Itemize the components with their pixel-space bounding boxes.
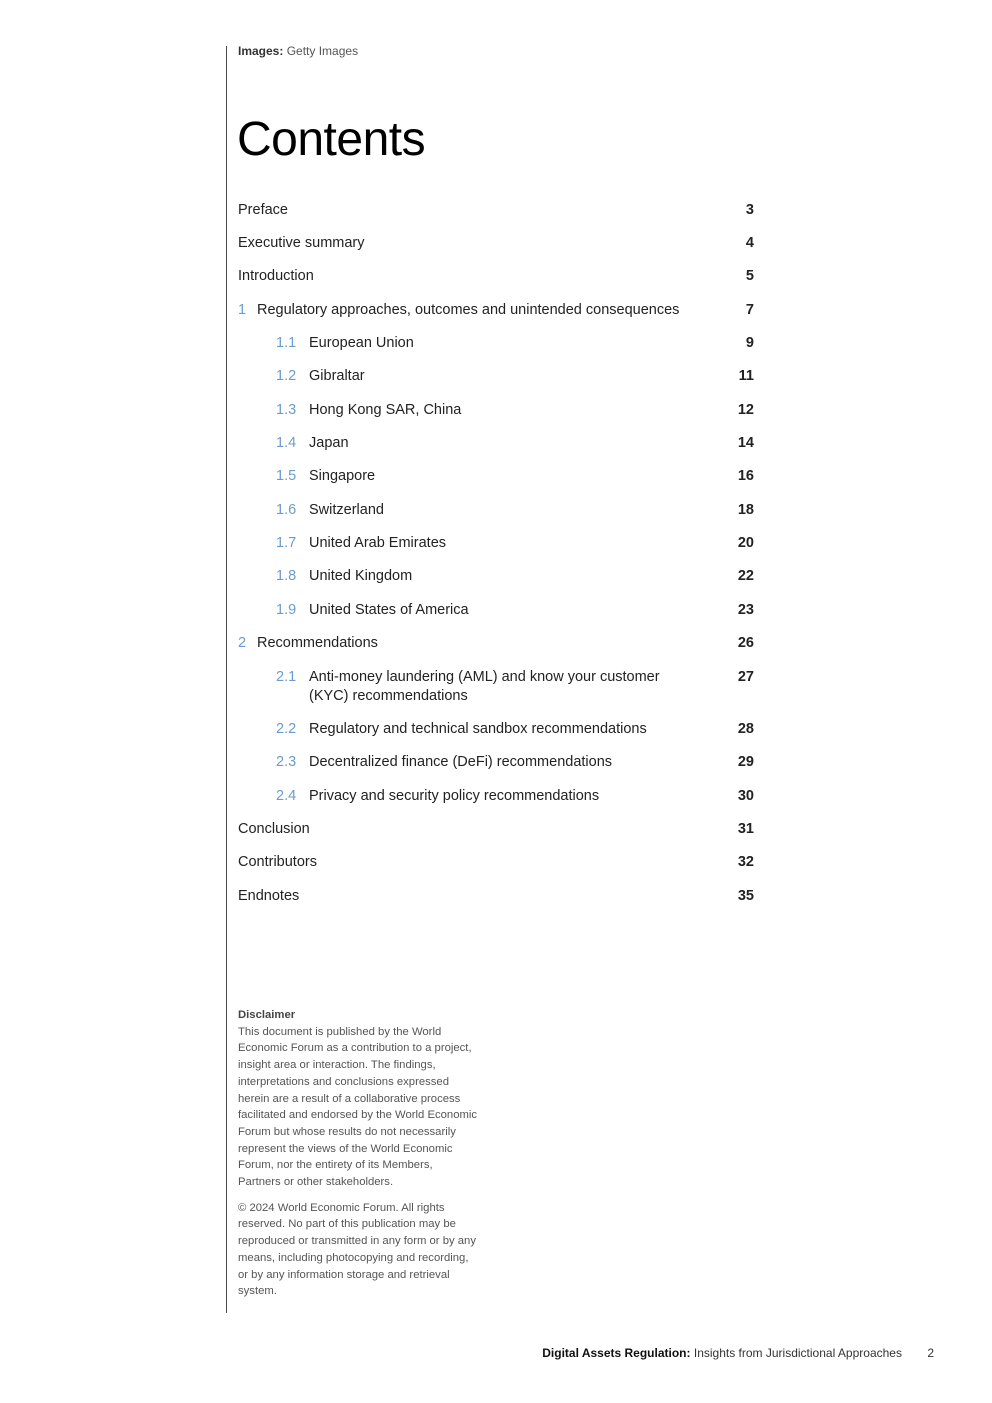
toc-entry-label: Privacy and security policy recommendations <box>309 788 600 804</box>
disclaimer <box>238 1007 478 1309</box>
toc-page-number: 5 <box>745 268 754 284</box>
toc-section-number: 2 <box>238 635 247 651</box>
toc-entry-label: Preface <box>238 202 288 218</box>
toc-page-number: 9 <box>745 335 754 351</box>
toc-page-number: 20 <box>737 535 754 551</box>
toc-page-number: 23 <box>737 602 754 618</box>
disclaimer-heading: Disclaimer <box>238 1009 296 1021</box>
toc-entry-label: Gibraltar <box>309 368 365 384</box>
toc-entry[interactable] <box>238 668 754 706</box>
toc-page-number: 12 <box>737 402 754 418</box>
copyright-notice: © 2024 World Economic Forum. All rights reserved. No part of this publication may be reproduced or transmitted in any form or by any means, including photocopying and recording, or by any information storage and retrieval system. <box>238 1201 476 1298</box>
vertical-rule <box>226 46 227 1313</box>
toc-page-number: 26 <box>737 635 754 651</box>
toc-page-number: 27 <box>737 669 754 685</box>
toc-page-number: 30 <box>737 788 754 804</box>
toc-section-number: 1.2 <box>276 368 297 384</box>
toc-page-number: 3 <box>745 202 754 218</box>
toc-entry-label: United Arab Emirates <box>309 535 447 551</box>
toc-entry-label: Japan <box>309 435 349 451</box>
toc-entry-label: Anti-money laundering (AML) and know your customer (KYC) recommendations <box>309 669 660 704</box>
toc-section-number: 1.7 <box>276 535 297 551</box>
image-credit-value: Getty Images <box>286 44 359 58</box>
toc-page-number: 32 <box>737 854 754 870</box>
toc-page-number: 11 <box>738 368 754 384</box>
toc-page-number: 4 <box>745 235 754 251</box>
toc-entry-label: Singapore <box>309 468 376 484</box>
page-title: Contents <box>237 113 426 166</box>
toc-entry-label: Recommendations <box>257 635 378 651</box>
toc-section-number: 1.6 <box>276 502 297 518</box>
image-credit-label: Images: <box>238 44 284 58</box>
page-footer <box>542 1346 934 1360</box>
toc-entry-label: Endnotes <box>238 888 300 904</box>
toc-entry-label: Switzerland <box>309 502 384 518</box>
toc-page-number: 14 <box>737 435 754 451</box>
disclaimer-body: This document is published by the World Economic Forum as a contribution to a project, insight area or interaction. The findings, interpretations and conclusions expressed herein are a result of a collaborative process facilitated and endorsed by the World Economic Forum but whose results do not necessarily represent the views of the World Economic Forum, nor the entirety of its Members, Partners or other stakeholders. <box>238 1025 478 1189</box>
toc-section-number: 2.2 <box>276 721 297 737</box>
toc-page-number: 28 <box>737 721 754 737</box>
toc-page-number: 16 <box>737 468 754 484</box>
footer-title-rest: Insights from Jurisdictional Approaches <box>693 1346 902 1360</box>
toc-entry-label: Contributors <box>238 854 317 870</box>
toc-section-number: 1.1 <box>276 335 297 351</box>
toc-section-number: 1.3 <box>276 402 297 418</box>
toc-entry-label: Regulatory approaches, outcomes and unintended consequences <box>257 302 680 318</box>
toc-page-number: 18 <box>737 502 754 518</box>
toc-entry-label: European Union <box>309 335 414 351</box>
footer-page-number: 2 <box>927 1346 934 1360</box>
footer-title-bold: Digital Assets Regulation: <box>542 1346 691 1360</box>
toc-page-number: 29 <box>737 754 754 770</box>
toc-entry-label: Introduction <box>238 268 314 284</box>
toc-page-number: 7 <box>745 302 754 318</box>
toc-entry-label: Hong Kong SAR, China <box>309 402 462 418</box>
toc-page-number: 31 <box>737 821 754 837</box>
toc-entry-label: United States of America <box>309 602 469 618</box>
toc-section-number: 2.1 <box>276 669 297 685</box>
toc-page-number: 22 <box>737 568 754 584</box>
toc-section-number: 2.3 <box>276 754 297 770</box>
toc-entry-label: United Kingdom <box>309 568 413 584</box>
toc-section-number: 1.4 <box>276 435 297 451</box>
toc-entry-label: Executive summary <box>238 235 365 251</box>
image-credit <box>238 44 358 58</box>
toc-page-number: 35 <box>737 888 754 904</box>
toc-section-number: 1.5 <box>276 468 297 484</box>
toc-entry-label: Decentralized finance (DeFi) recommendations <box>309 754 613 770</box>
toc-section-number: 1.9 <box>276 602 297 618</box>
toc-entry-label: Regulatory and technical sandbox recommendations <box>309 721 647 737</box>
toc-section-number: 1 <box>238 302 247 318</box>
toc-entry-label: Conclusion <box>238 821 310 837</box>
toc-section-number: 2.4 <box>276 788 297 804</box>
toc-section-number: 1.8 <box>276 568 297 584</box>
